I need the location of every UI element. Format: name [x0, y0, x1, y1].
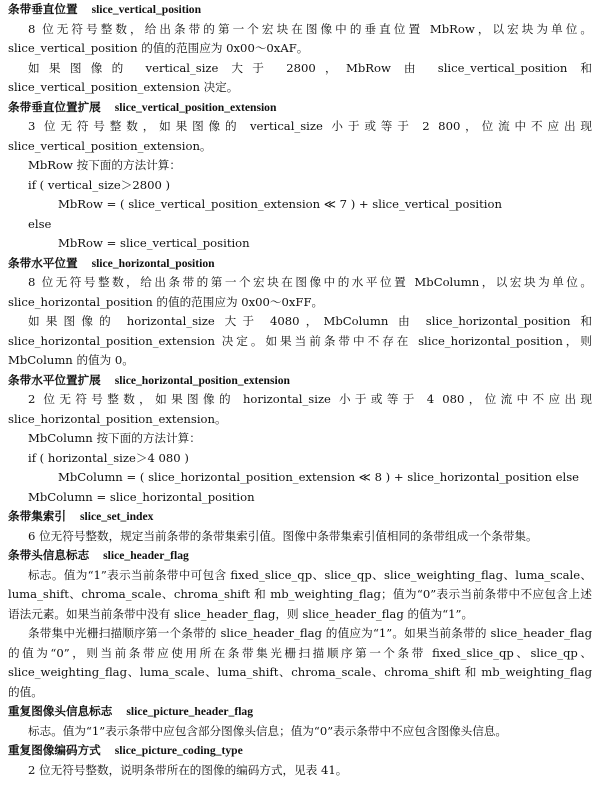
code-line: if ( vertical_size＞2800 ) — [28, 177, 171, 192]
code-line: MbRow = ( slice_vertical_position_extension ≪ 7 ) + slice_vertical_position — [58, 197, 502, 211]
paragraph: 2 位无符号整数，如果图像的 horizontal_size 小于或等于 4 080，位流中不应出现 slice_horizontal_position_extension。 — [8, 392, 592, 426]
heading-en: slice_vertical_position — [91, 3, 202, 16]
code-line: if ( horizontal_size＞4 080 ) — [28, 450, 189, 465]
paragraph: 标志。值为“1”表示当前条带中可包含 fixed_slice_qp、slice_qp、slice_weighting_flag、luma_scale、luma_shift、chroma_scale、chroma_shift 和 mb_weighting_flag；值为“0”表示当前条带中不应包含上述语法元素。如果当前条带中没有 slice_header_flag，则 slice_header_flag 的值为“1”。 — [8, 567, 592, 621]
heading-cn: 重复图像编码方式 — [8, 743, 101, 757]
section-heading — [8, 254, 592, 274]
heading-en: slice_header_flag — [103, 549, 189, 562]
section-heading — [8, 507, 592, 527]
heading-en: slice_set_index — [79, 510, 154, 523]
heading-en: slice_picture_header_flag — [126, 705, 254, 718]
section-heading — [8, 702, 592, 722]
code-line: MbColumn = slice_horizontal_position — [28, 489, 255, 504]
section-heading — [8, 0, 592, 20]
code-line: MbColumn 按下面的方法计算： — [28, 431, 201, 445]
heading-en: slice_picture_coding_type — [114, 744, 243, 757]
paragraph: 条带集中光栅扫描顺序第一个条带的 slice_header_flag 的值应为“1”。如果当前条带的 slice_header_flag 的值为“0”，则当前条带应使用所在条带集光栅扫描顺序第一个条带 fixed_slice_qp、slice_qp、slice_weighting_flag、luma_scale、luma_shift、chroma_scale、chroma_shift 和 mb_weighting_flag 的值。 — [8, 626, 592, 699]
section-heading — [8, 546, 592, 566]
heading-en: slice_horizontal_position_extension — [114, 373, 290, 387]
heading-cn: 条带集索引 — [8, 509, 66, 523]
paragraph: 标志。值为“1”表示条带中应包含部分图像头信息；值为“0”表示条带中不应包含图像头信息。 — [28, 723, 508, 738]
code-line: else — [28, 216, 52, 231]
heading-cn: 条带垂直位置 — [8, 2, 78, 16]
code-line: MbRow = slice_vertical_position — [58, 236, 250, 250]
heading-cn: 条带垂直位置扩展 — [8, 99, 101, 114]
heading-en: slice_vertical_position_extension — [114, 100, 277, 114]
paragraph: 3 位无符号整数，如果图像的 vertical_size 小于或等于 2 800，位流中不应出现 slice_vertical_position_extension。 — [8, 119, 592, 153]
heading-cn: 条带水平位置扩展 — [8, 372, 101, 387]
section-heading — [8, 741, 592, 761]
section-heading — [8, 371, 592, 391]
paragraph: 2 位无符号整数，说明条带所在的图像的编码方式，见表 41。 — [28, 762, 348, 777]
code-line: MbRow 按下面的方法计算： — [28, 158, 181, 172]
paragraph: 如果图像的 vertical_size 大于 2800，MbRow 由 slice_vertical_position 和 slice_vertical_position_extension 决定。 — [8, 60, 592, 94]
heading-cn: 条带水平位置 — [8, 255, 78, 270]
paragraph: 8 位无符号整数，给出条带的第一个宏块在图像中的垂直位置 MbRow，以宏块为单位。slice_vertical_position 的值的范围应为 0x00～0xAF。 — [8, 21, 592, 55]
heading-cn: 条带头信息标志 — [8, 548, 90, 562]
paragraph: 如果图像的 horizontal_size 大于 4080，MbColumn 由 slice_horizontal_position 和 slice_horizontal_position_extension 决定。如果当前条带中不存在 slice_horizontal_position，则 MbColumn 的值为 0。 — [8, 314, 592, 367]
heading-cn: 重复图像头信息标志 — [8, 704, 113, 718]
heading-en: slice_horizontal_position — [91, 256, 215, 270]
paragraph: 6 位无符号整数，规定当前条带的条带集索引值。图像中条带集索引值相同的条带组成一个条带集。 — [28, 528, 538, 543]
paragraph: 8 位无符号整数，给出条带的第一个宏块在图像中的水平位置 MbColumn，以宏块为单位。slice_horizontal_position 的值的范围应为 0x00～0xFF。 — [8, 275, 592, 309]
code-line: MbColumn = ( slice_horizontal_position_extension ≪ 8 ) + slice_horizontal_position else — [58, 470, 580, 484]
section-heading — [8, 98, 592, 118]
